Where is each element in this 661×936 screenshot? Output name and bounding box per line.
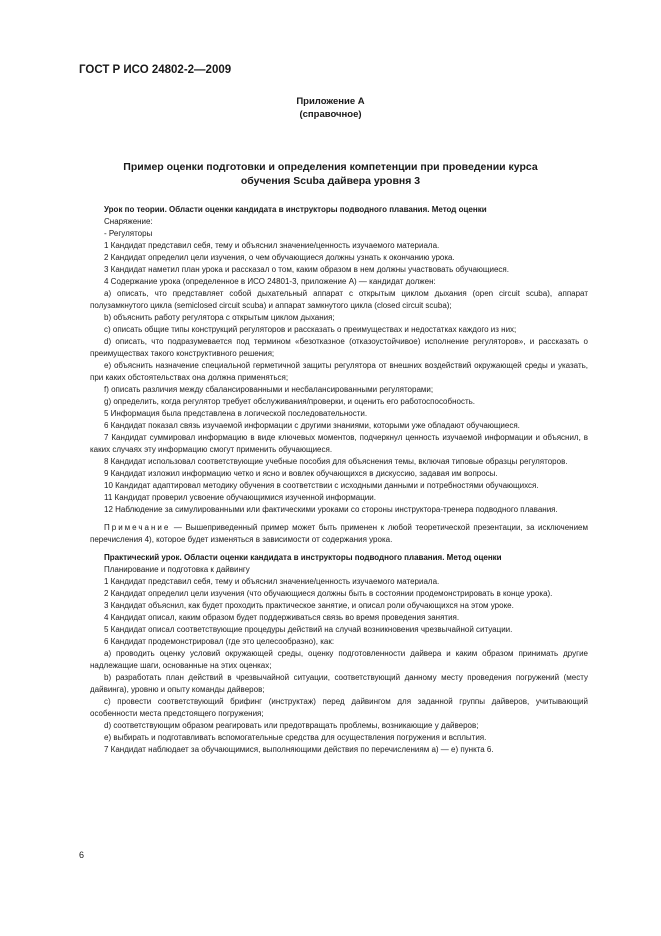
paragraph: а) проводить оценку условий окружающей среды, оценку подготовленности дайвера и каким образом принимать другие надлежащие шаги, основанные на этих оценках;	[90, 649, 588, 670]
paragraph: 7 Кандидат наблюдает за обучающимися, выполняющими действия по перечислениям а) — е) пункта 6.	[104, 745, 494, 754]
paragraph: f) описать различия между сбалансированными и несбалансированными регуляторами;	[104, 385, 434, 394]
paragraph: а) описать, что представляет собой дыхательный аппарат с открытым циклом дыхания (open circuit scuba), аппарат полузамкнутого цикла (semiclosed circuit scuba) и аппарат замкнутого цикла (closed circuit scuba);	[90, 289, 588, 310]
paragraph: 11 Кандидат проверил усвоение обучающимися изученной информации.	[104, 493, 376, 502]
annex-type: (справочное)	[299, 109, 362, 120]
document-header: ГОСТ Р ИСО 24802-2—2009	[79, 64, 232, 76]
paragraph: 10 Кандидат адаптировал методику обучения в соответствии с исходными данными и потребностями обучающихся.	[104, 481, 539, 490]
main-title	[90, 160, 571, 188]
paragraph: 12 Наблюдение за симулированными или фактическими уроками со стороны инструктора-тренера подводного плавания.	[104, 505, 558, 514]
paragraph: 9 Кандидат изложил информацию четко и ясно и вовлек обучающихся в дискуссию, задавая им вопросы.	[104, 469, 498, 478]
paragraph: 6 Кандидат показал связь изучаемой информации с другими знаниями, которыми уже обладают обучающиеся.	[104, 421, 520, 430]
paragraph: 8 Кандидат использовал соответствующие учебные пособия для объяснения темы, включая типовые образцы регуляторов.	[104, 457, 568, 466]
paragraph: 7 Кандидат суммировал информацию в виде ключевых моментов, подчеркнул ценность изучаемой информации и объяснил, в каких случаях эту информацию смогут применить обучающиеся.	[90, 433, 588, 454]
title-line-1: Пример оценки подготовки и определения компетенции при проведении курса	[123, 161, 538, 173]
paragraph: d) соответствующим образом реагировать или предотвращать проблемы, возникающие у дайверов;	[104, 721, 479, 730]
document-body	[90, 200, 588, 756]
paragraph: - Регуляторы	[104, 229, 153, 238]
paragraph: 4 Содержание урока (определенное в ИСО 24801-3, приложение А) — кандидат должен:	[104, 277, 436, 286]
annex-title: Приложение А	[296, 96, 365, 107]
title-line-2: обучения Scuba дайвера уровня 3	[240, 175, 421, 187]
paragraph: b) объяснить работу регулятора с открытым циклом дыхания;	[104, 313, 335, 322]
paragraph: 2 Кандидат определил цели изучения, о чем обучающиеся должны узнать к окончанию урока.	[104, 253, 455, 262]
paragraph: e) объяснить назначение специальной герметичной защиты регулятора от внешних воздействий окружающей среды и указать, при каких обстоятельствах она должна применяться;	[90, 361, 588, 382]
paragraph: 4 Кандидат описал, каким образом будет поддерживаться связь во время проведения занятия.	[104, 613, 460, 622]
theory-list	[90, 216, 588, 516]
paragraph: 1 Кандидат представил себя, тему и объяснил значение/ценность изучаемого материала.	[104, 577, 440, 586]
paragraph: 6 Кандидат продемонстрировал (где это целесообразно), как:	[104, 637, 335, 646]
practice-list	[90, 564, 588, 756]
note	[90, 522, 588, 546]
paragraph: 1 Кандидат представил себя, тему и объяснил значение/ценность изучаемого материала.	[104, 241, 440, 250]
note-text: — Вышеприведенный пример может быть применен к любой теоретической презентации, за исключением перечисления 4), которое будет изменяться в зависимости от содержания урока.	[90, 523, 588, 544]
paragraph: c) провести соответствующий брифинг (инструктаж) перед дайвингом для заданной группы дайверов, учитывающий особенности места предстоящего погружения;	[90, 697, 588, 718]
paragraph: 3 Кандидат наметил план урока и рассказал о том, каким образом в нем должны участвовать обучающиеся.	[104, 265, 509, 274]
paragraph: e) выбирать и подготавливать вспомогательные средства для осуществления погружения и всплытия.	[104, 733, 487, 742]
paragraph: b) разработать план действий в чрезвычайной ситуации, соответствующий данному месту проведения погружений (месту дайвинга), уровню и опыту команды дайверов;	[90, 673, 588, 694]
paragraph: c) описать общие типы конструкций регуляторов и рассказать о преимуществах и недостатках каждого из них;	[104, 325, 517, 334]
page-number: 6	[79, 850, 85, 860]
paragraph: 5 Информация была представлена в логической последовательности.	[104, 409, 368, 418]
note-lead: Примечание	[104, 523, 171, 532]
paragraph: 3 Кандидат объяснил, как будет проходить практическое занятие, и описал роли обучающихся на этом уроке.	[104, 601, 514, 610]
paragraph: 5 Кандидат описал соответствующие процедуры действий на случай возникновения чрезвычайной ситуации.	[104, 625, 513, 634]
paragraph: d) описать, что подразумевается под термином «безотказное (отказоустойчивое) исполнение регуляторов», и рассказать о преимуществах такого конструктивного решения;	[90, 337, 588, 358]
paragraph: g) определить, когда регулятор требует обслуживания/проверки, и оценить его работоспособность.	[104, 397, 475, 406]
paragraph: Снаряжение:	[104, 217, 153, 226]
practice-heading: Практический урок. Области оценки кандидата в инструкторы подводного плавания. Метод оценки	[104, 553, 502, 562]
paragraph: 2 Кандидат определил цели изучения (что обучающиеся должны быть в состоянии продемонстрировать в конце урока).	[104, 589, 553, 598]
paragraph: Планирование и подготовка к дайвингу	[104, 565, 250, 574]
theory-heading: Урок по теории. Области оценки кандидата в инструкторы подводного плавания. Метод оценки	[104, 205, 487, 214]
